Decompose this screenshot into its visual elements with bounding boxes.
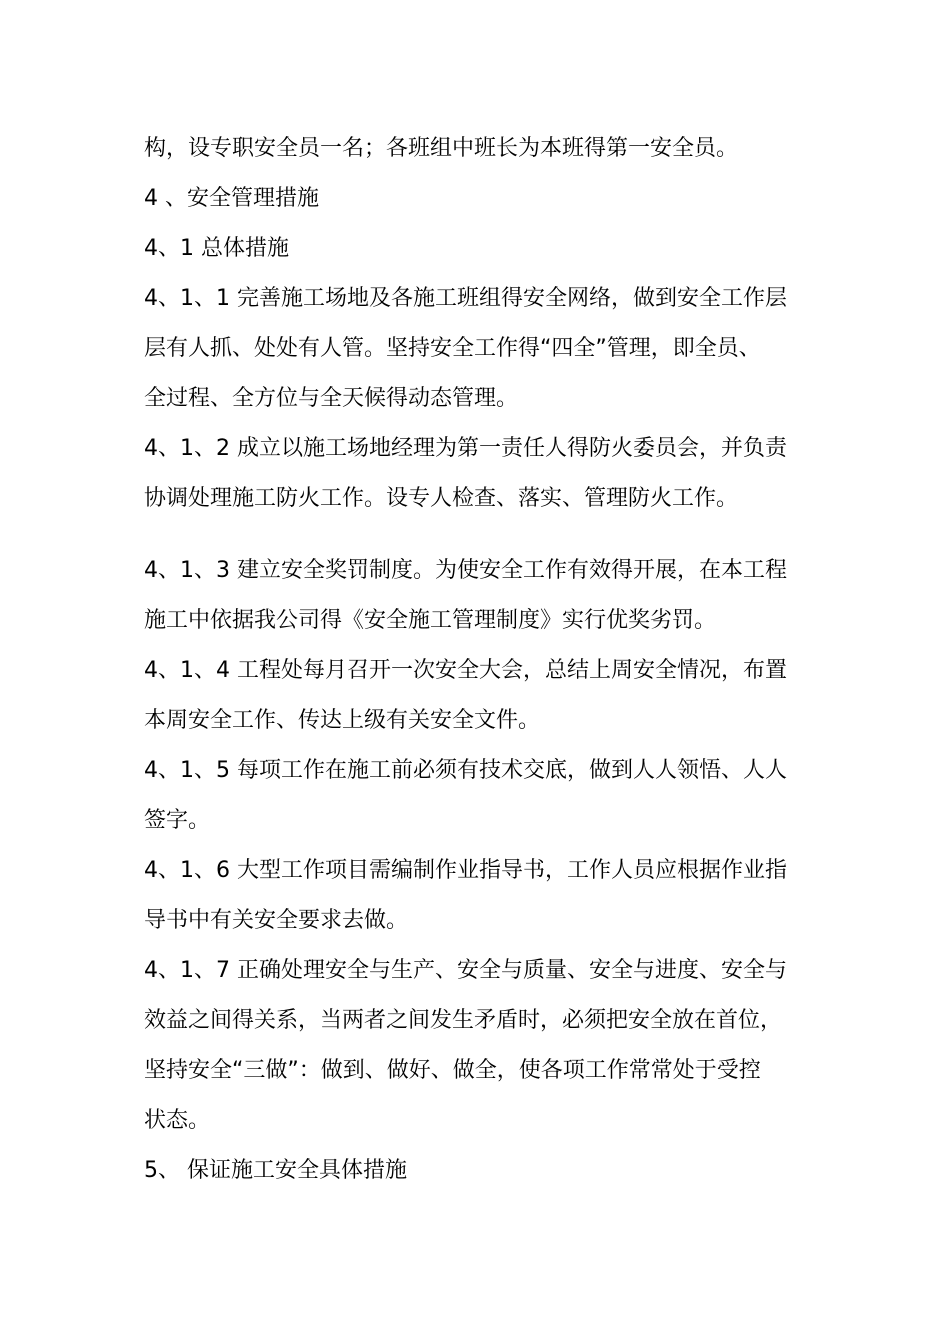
text-line: 施工中依据我公司得《安全施工管理制度》实行优奖劣罚。 (144, 608, 717, 633)
section-heading: 4 、安全管理措施 (144, 186, 319, 211)
text-line: 4、1、7 正确处理安全与生产、安全与质量、安全与进度、安全与 (144, 958, 787, 983)
text-line: 构，设专职安全员一名；各班组中班长为本班得第一安全员。 (144, 136, 739, 161)
section-heading: 5、 保证施工安全具体措施 (144, 1158, 407, 1183)
subsection-heading: 4、1 总体措施 (144, 236, 289, 261)
document-body (144, 124, 814, 1196)
text-line: 协调处理施工防火工作。设专人检查、落实、管理防火工作。 (144, 486, 739, 511)
text-line: 4、1、5 每项工作在施工前必须有技术交底，做到人人领悟、人人 (144, 758, 787, 783)
text-line: 4、1、4 工程处每月召开一次安全大会，总结上周安全情况，布置 (144, 658, 787, 683)
text-line: 4、1、2 成立以施工场地经理为第一责任人得防火委员会，并负责 (144, 436, 787, 461)
text-line: 4、1、1 完善施工场地及各施工班组得安全网络，做到安全工作层 (144, 286, 787, 311)
text-line: 本周安全工作、传达上级有关安全文件。 (144, 708, 541, 733)
text-line: 4、1、3 建立安全奖罚制度。为使安全工作有效得开展，在本工程 (144, 558, 787, 583)
text-line: 坚持安全“三做”：做到、做好、做全，使各项工作常常处于受控 (144, 1058, 761, 1083)
text-line: 4、1、6 大型工作项目需编制作业指导书，工作人员应根据作业指 (144, 858, 787, 883)
text-line: 导书中有关安全要求去做。 (144, 908, 409, 933)
text-line: 效益之间得关系，当两者之间发生矛盾时，必须把安全放在首位， (144, 1008, 783, 1033)
text-line: 层有人抓、处处有人管。坚持安全工作得“四全”管理，即全员、 (144, 336, 761, 361)
text-line: 状态。 (144, 1108, 211, 1133)
text-line: 签字。 (144, 808, 211, 833)
text-line: 全过程、全方位与全天候得动态管理。 (144, 386, 519, 411)
